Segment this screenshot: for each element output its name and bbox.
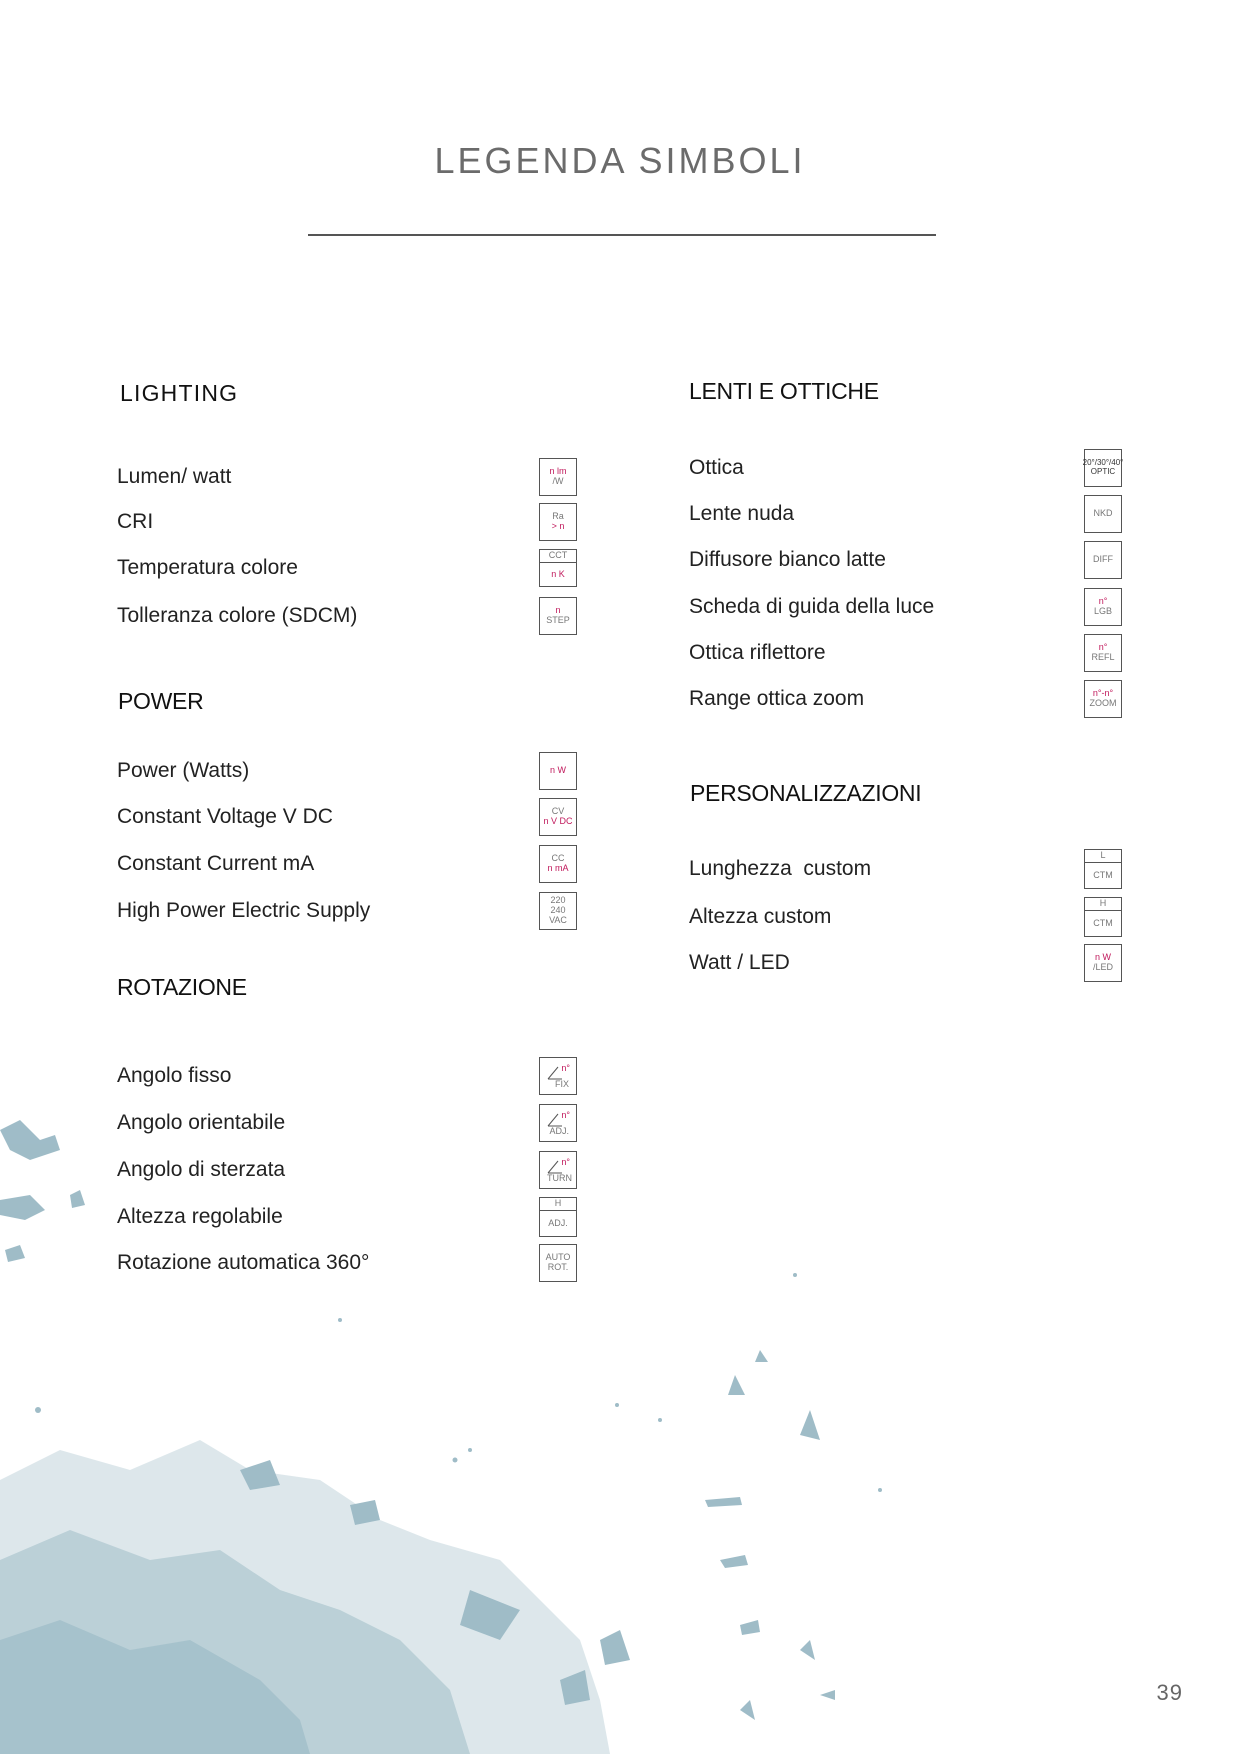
list-item-fixed-angle bbox=[117, 1056, 577, 1096]
list-item-color-temperature bbox=[117, 548, 577, 588]
list-item-watt-led bbox=[689, 943, 1122, 983]
item-label: Lente nuda bbox=[689, 502, 795, 525]
page-number: 39 bbox=[1156, 1680, 1183, 1705]
list-item-zoom-range bbox=[689, 679, 1122, 719]
section-heading-lighting: LIGHTING bbox=[120, 380, 239, 406]
item-label: Altezza regolabile bbox=[117, 1205, 283, 1228]
list-item-custom-length bbox=[689, 849, 1122, 889]
lumen-watt-icon bbox=[539, 458, 577, 496]
section-heading-personalizzazioni: PERSONALIZZAZIONI bbox=[690, 780, 922, 806]
item-label: Lumen/ watt bbox=[117, 465, 232, 488]
symbol-text: H bbox=[1085, 898, 1121, 911]
list-item-sdcm bbox=[117, 596, 577, 636]
adjustable-angle-icon bbox=[539, 1104, 577, 1142]
item-label: Range ottica zoom bbox=[689, 687, 865, 710]
item-label: Power (Watts) bbox=[117, 759, 250, 782]
list-item-constant-voltage bbox=[117, 797, 577, 837]
list-item-light-guide bbox=[689, 587, 1122, 627]
symbol-text: OPTIC bbox=[1090, 467, 1116, 476]
symbol-text: LGB bbox=[1093, 606, 1112, 616]
symbol-text: /W bbox=[552, 476, 564, 486]
symbol-text: L bbox=[1085, 850, 1121, 863]
item-label: CRI bbox=[117, 510, 154, 533]
light-guide-icon bbox=[1084, 588, 1122, 626]
symbol-text: n° bbox=[561, 1110, 570, 1120]
diffuser-icon bbox=[1084, 541, 1122, 579]
symbol-text: AUTO bbox=[545, 1252, 571, 1263]
symbol-text: NKD bbox=[1093, 508, 1113, 519]
symbol-text: TURN bbox=[547, 1173, 572, 1184]
list-item-optic bbox=[689, 448, 1122, 488]
custom-height-icon bbox=[1084, 897, 1122, 937]
item-label: Altezza custom bbox=[689, 905, 832, 928]
item-label: Angolo orientabile bbox=[117, 1111, 286, 1134]
symbol-text: n° bbox=[1098, 642, 1108, 653]
symbol-text: ADJ. bbox=[549, 1126, 569, 1137]
symbol-text: CTM bbox=[1093, 917, 1113, 928]
symbol-text: n W bbox=[549, 765, 566, 776]
item-label: Constant Current mA bbox=[117, 852, 315, 875]
list-item-bare-lens bbox=[689, 494, 1122, 534]
list-item-cri bbox=[117, 502, 577, 542]
symbol-text: n mA bbox=[547, 863, 569, 873]
list-item-high-power-supply bbox=[117, 891, 577, 931]
list-item-milky-diffuser bbox=[689, 540, 1122, 580]
symbol-text: 240 bbox=[550, 905, 566, 916]
symbol-text: /LED bbox=[1092, 962, 1113, 972]
symbol-text: REFL bbox=[1091, 652, 1115, 662]
symbol-text: CV bbox=[551, 806, 565, 817]
auto-rotation-icon bbox=[539, 1244, 577, 1282]
item-label: Angolo fisso bbox=[117, 1064, 232, 1087]
constant-voltage-icon bbox=[539, 798, 577, 836]
list-item-reflector-optic bbox=[689, 633, 1122, 673]
symbol-text: n lm bbox=[549, 466, 567, 477]
symbol-text: n W bbox=[1094, 952, 1111, 963]
list-item-lumen-watt bbox=[117, 457, 577, 497]
symbol-text: ZOOM bbox=[1089, 698, 1117, 708]
list-item-adjustable-height bbox=[117, 1197, 577, 1237]
symbol-text: n V DC bbox=[543, 816, 573, 826]
power-watts-icon bbox=[539, 752, 577, 790]
cri-icon bbox=[539, 503, 577, 541]
symbol-text: n°-n° bbox=[1092, 688, 1114, 699]
title-divider bbox=[308, 234, 936, 236]
adjustable-height-icon bbox=[539, 1197, 577, 1237]
symbol-text: n° bbox=[1098, 596, 1108, 607]
custom-length-icon bbox=[1084, 849, 1122, 889]
item-label: Constant Voltage V DC bbox=[117, 805, 333, 828]
steering-angle-icon bbox=[539, 1151, 577, 1189]
section-heading-lenti-e-ottiche: LENTI E OTTICHE bbox=[689, 378, 879, 404]
optic-icon bbox=[1084, 449, 1122, 487]
item-label: Lunghezza custom bbox=[689, 857, 872, 880]
symbol-text: CC bbox=[551, 853, 565, 864]
symbol-text: CCT bbox=[540, 550, 576, 563]
item-label: Angolo di sterzata bbox=[117, 1158, 286, 1181]
reflector-icon bbox=[1084, 634, 1122, 672]
bare-lens-icon bbox=[1084, 495, 1122, 533]
list-item-steering-angle bbox=[117, 1150, 577, 1190]
symbol-text: 20°/30°/40° bbox=[1082, 458, 1124, 468]
high-power-supply-icon bbox=[539, 892, 577, 930]
symbol-text: STEP bbox=[546, 615, 570, 625]
list-item-power-watts bbox=[117, 751, 577, 791]
watt-per-led-icon bbox=[1084, 944, 1122, 982]
constant-current-icon bbox=[539, 845, 577, 883]
item-label: Watt / LED bbox=[689, 951, 790, 974]
symbol-text: ADJ. bbox=[548, 1217, 568, 1228]
symbol-text: n K bbox=[551, 568, 565, 579]
page-title: LEGENDA SIMBOLI bbox=[434, 140, 806, 181]
symbol-text: FIX bbox=[554, 1079, 569, 1090]
list-item-constant-current bbox=[117, 844, 577, 884]
symbol-text: n° bbox=[561, 1063, 570, 1073]
color-temperature-icon bbox=[539, 549, 577, 587]
list-item-adjustable-angle bbox=[117, 1103, 577, 1143]
zoom-icon bbox=[1084, 680, 1122, 718]
symbol-text: H bbox=[540, 1198, 576, 1211]
item-label: Rotazione automatica 360° bbox=[117, 1251, 370, 1274]
fixed-angle-icon bbox=[539, 1057, 577, 1095]
sdcm-step-icon bbox=[539, 597, 577, 635]
item-label: Ottica bbox=[689, 456, 744, 479]
list-item-auto-rotation bbox=[117, 1243, 577, 1283]
item-label: Temperatura colore bbox=[117, 556, 298, 579]
symbol-text: DIFF bbox=[1093, 554, 1113, 565]
symbol-text: > n bbox=[551, 521, 565, 531]
item-label: Scheda di guida della luce bbox=[689, 595, 935, 618]
item-label: High Power Electric Supply bbox=[117, 899, 371, 922]
symbol-text: n bbox=[555, 605, 561, 616]
item-label: Tolleranza colore (SDCM) bbox=[117, 604, 358, 627]
symbol-text: 220 bbox=[550, 895, 566, 906]
symbol-text: Ra bbox=[552, 511, 564, 522]
symbol-text: VAC bbox=[549, 914, 567, 925]
section-heading-rotazione: ROTAZIONE bbox=[117, 974, 247, 1000]
list-item-custom-height bbox=[689, 897, 1122, 937]
symbol-text: n° bbox=[561, 1157, 570, 1167]
symbol-text: CTM bbox=[1093, 869, 1113, 880]
item-label: Ottica riflettore bbox=[689, 641, 826, 664]
section-heading-power: POWER bbox=[118, 688, 204, 714]
item-label: Diffusore bianco latte bbox=[689, 548, 886, 571]
symbol-text: ROT. bbox=[547, 1262, 569, 1272]
